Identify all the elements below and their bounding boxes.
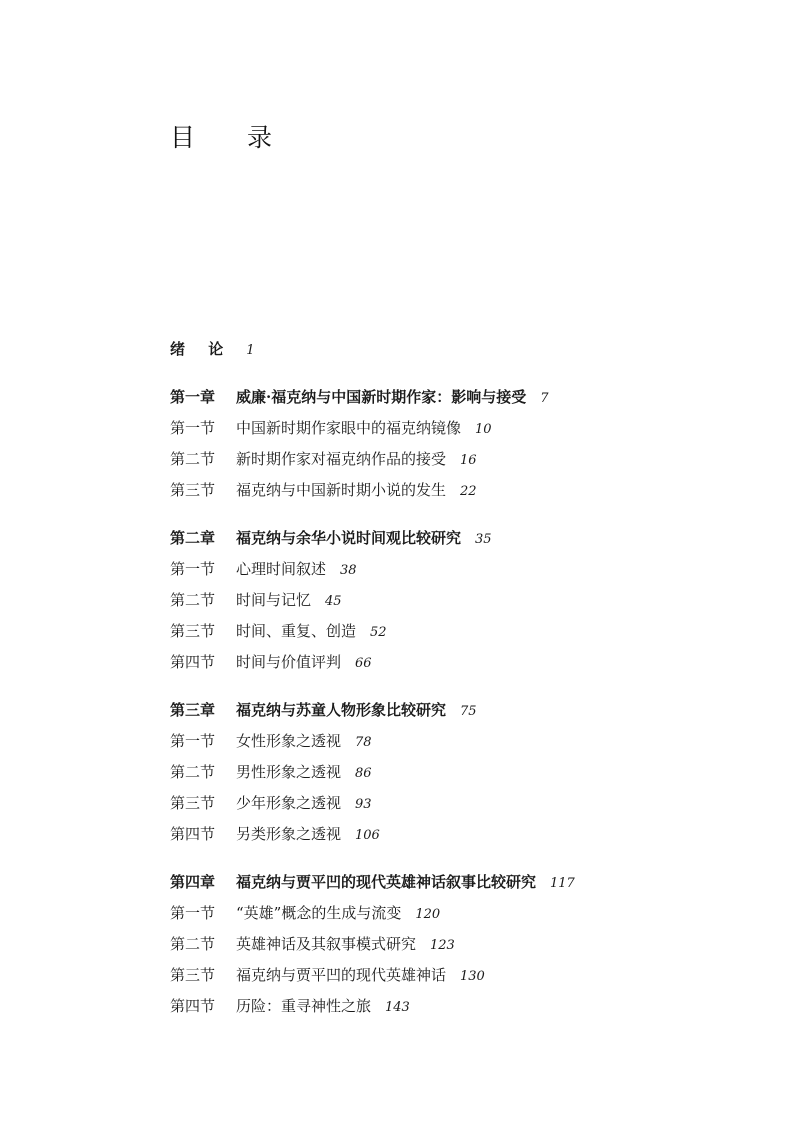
section-number: 第四节	[170, 653, 216, 671]
chapter-title: 福克纳与苏童人物形象比较研究	[236, 701, 447, 719]
toc-chapter-entry[interactable]	[170, 695, 770, 726]
section-page-number: 123	[430, 938, 455, 953]
toc-section-entry[interactable]	[170, 929, 770, 960]
page-title: 目 录	[170, 123, 294, 152]
chapter-block	[170, 523, 770, 678]
section-title: 另类形象之透视	[236, 825, 342, 843]
section-title: 历险：重寻神性之旅	[236, 997, 372, 1015]
section-number: 第四节	[170, 825, 216, 843]
section-page-number: 143	[385, 1000, 410, 1015]
chapter-block	[170, 382, 770, 506]
section-page-number: 120	[415, 907, 441, 922]
section-title: 英雄神话及其叙事模式研究	[236, 935, 417, 953]
toc-section-entry[interactable]	[170, 788, 770, 819]
section-page-number: 106	[355, 828, 380, 843]
toc-section-entry[interactable]	[170, 757, 770, 788]
section-page-number: 78	[355, 735, 372, 750]
toc-section-entry[interactable]	[170, 726, 770, 757]
section-number: 第三节	[170, 622, 216, 640]
section-title: 时间与价值评判	[236, 653, 342, 671]
chapter-block	[170, 695, 770, 850]
toc-section-entry[interactable]	[170, 647, 770, 678]
section-title: 少年形象之透视	[236, 794, 342, 812]
section-number: 第一节	[170, 732, 216, 750]
intro-label: 绪 论	[170, 340, 233, 358]
section-title: 福克纳与贾平凹的现代英雄神话	[236, 966, 447, 984]
section-number: 第二节	[170, 591, 216, 609]
chapter-page-number: 35	[475, 532, 492, 547]
chapter-page-number: 75	[460, 704, 477, 719]
section-title: 心理时间叙述	[236, 560, 327, 578]
section-title: 女性形象之透视	[236, 732, 342, 750]
section-number: 第一节	[170, 560, 216, 578]
section-number: 第三节	[170, 966, 216, 984]
chapter-title: 福克纳与贾平凹的现代英雄神话叙事比较研究	[236, 873, 537, 891]
chapter-number: 第四章	[170, 873, 216, 891]
section-number: 第一节	[170, 419, 216, 437]
section-title: 中国新时期作家眼中的福克纳镜像	[236, 419, 462, 437]
section-page-number: 16	[460, 453, 477, 468]
section-number: 第二节	[170, 450, 216, 468]
chapter-title: 威廉·福克纳与中国新时期作家：影响与接受	[236, 388, 527, 406]
toc-section-entry[interactable]	[170, 991, 770, 1022]
section-page-number: 66	[355, 656, 372, 671]
chapter-list	[170, 382, 770, 1022]
section-page-number: 38	[340, 563, 357, 578]
chapter-page-number: 7	[540, 391, 549, 406]
section-number: 第三节	[170, 481, 216, 499]
toc-section-entry[interactable]	[170, 819, 770, 850]
intro-page-number: 1	[246, 343, 255, 358]
section-number: 第一节	[170, 904, 216, 922]
chapter-title: 福克纳与余华小说时间观比较研究	[236, 529, 462, 547]
section-number: 第三节	[170, 794, 216, 812]
section-title: 男性形象之透视	[236, 763, 342, 781]
toc-entry-intro[interactable]	[170, 334, 770, 365]
section-number: 第二节	[170, 935, 216, 953]
section-title: “英雄”概念的生成与流变	[236, 904, 402, 922]
toc-section-entry[interactable]	[170, 413, 770, 444]
toc-section-entry[interactable]	[170, 554, 770, 585]
toc-chapter-entry[interactable]	[170, 523, 770, 554]
toc-section-entry[interactable]	[170, 616, 770, 647]
chapter-page-number: 117	[550, 876, 575, 891]
toc-section-entry[interactable]	[170, 898, 770, 929]
section-number: 第四节	[170, 997, 216, 1015]
section-page-number: 130	[460, 969, 485, 984]
toc-section-entry[interactable]	[170, 444, 770, 475]
chapter-number: 第三章	[170, 701, 216, 719]
section-page-number: 22	[460, 484, 477, 499]
section-page-number: 45	[325, 594, 342, 609]
section-page-number: 10	[475, 422, 492, 437]
toc-chapter-entry[interactable]	[170, 382, 770, 413]
table-of-contents	[170, 334, 770, 1039]
section-title: 时间、重复、创造	[236, 622, 357, 640]
toc-section-entry[interactable]	[170, 960, 770, 991]
section-page-number: 52	[370, 625, 387, 640]
section-number: 第二节	[170, 763, 216, 781]
section-title: 时间与记忆	[236, 591, 312, 609]
section-title: 福克纳与中国新时期小说的发生	[236, 481, 447, 499]
section-page-number: 86	[355, 766, 372, 781]
chapter-block	[170, 867, 770, 1022]
toc-chapter-entry[interactable]	[170, 867, 770, 898]
toc-section-entry[interactable]	[170, 585, 770, 616]
section-title: 新时期作家对福克纳作品的接受	[236, 450, 447, 468]
section-page-number: 93	[355, 797, 372, 812]
chapter-number: 第二章	[170, 529, 216, 547]
chapter-number: 第一章	[170, 388, 216, 406]
toc-section-entry[interactable]	[170, 475, 770, 506]
